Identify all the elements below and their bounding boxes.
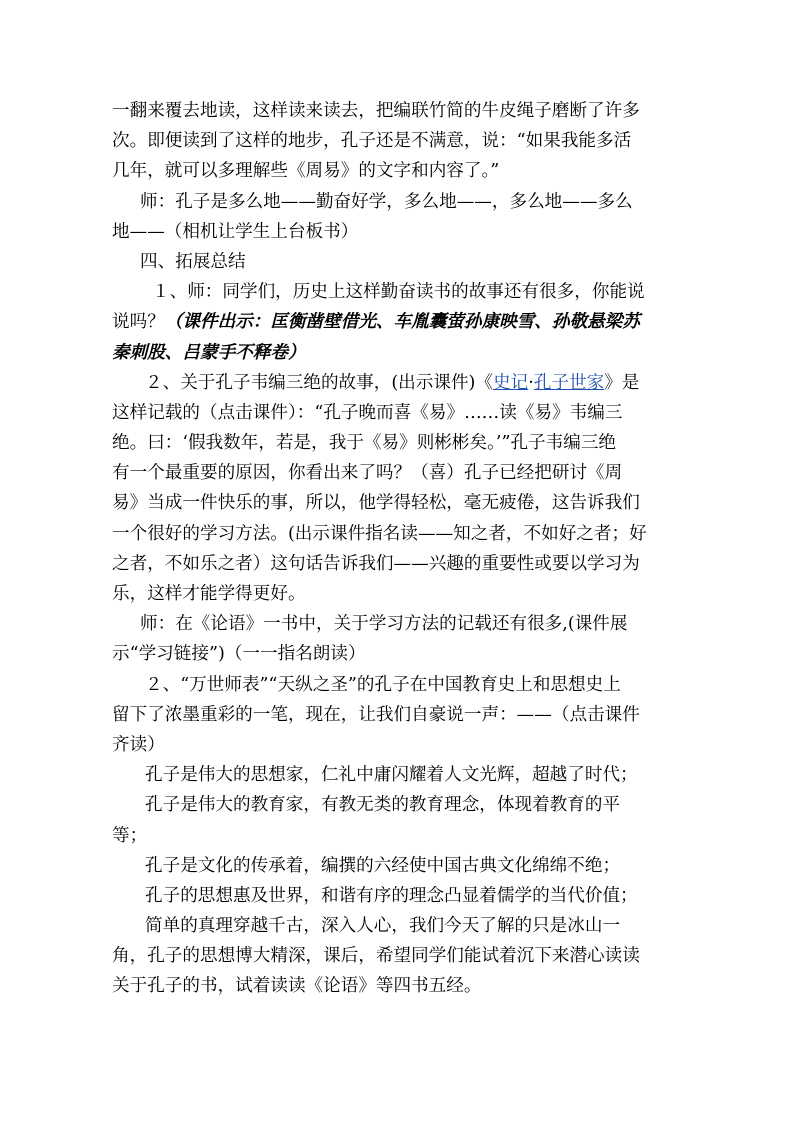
courseware-note: 秦刺股、吕蒙手不释卷）: [112, 341, 306, 363]
text-line: ２、“万世师表”“天纵之圣”的孔子在中国教育史上和思想史上: [145, 674, 621, 695]
courseware-note: （课件出示：匡衡凿壁借光、车胤囊萤孙康映雪、孙敬悬梁苏: [164, 311, 640, 333]
text-line: 留下了浓墨重彩的一笔，现在，让我们自豪说一声：——（点击课件: [112, 704, 640, 725]
text-span: ２、关于孔子韦编三绝的故事，(出示课件)《: [145, 372, 494, 393]
text-line: 齐读）: [112, 734, 165, 755]
text-line: 孔子的思想惠及世界，和谐有序的理念凸显着儒学的当代价值；: [145, 885, 638, 906]
text-line: 这样记载的（点击课件）：“孔子晚而喜《易》……读《易》韦编三: [112, 402, 623, 423]
section-heading: 四、拓展总结: [140, 251, 246, 272]
text-line: 乐，这样才能学得更好。: [112, 584, 306, 604]
text-line: 孔子是伟大的思想家，仁礼中庸闪耀着人文光辉，超越了时代；: [145, 765, 638, 786]
text-line: 简单的真理穿越千古，深入人心，我们今天了解的只是冰山一: [145, 916, 621, 937]
text-line: 师：在《论语》一书中，关于学习方法的记载还有很多,(课件展: [140, 614, 628, 635]
text-line: 一个很好的学习方法。(出示课件指名读——知之者，不如好之者；好: [112, 523, 647, 544]
text-line: 孔子是文化的传承着，编撰的六经使中国古典文化绵绵不绝；: [145, 855, 621, 876]
text-line: 次。即便读到了这样的地步，孔子还是不满意，说：“如果我能多活: [112, 131, 632, 152]
text-line: 等；: [112, 825, 148, 846]
text-line: 示“学习链接”)（一一指名朗读）: [112, 644, 366, 665]
text-span: 说吗？: [112, 312, 165, 333]
shiji-link[interactable]: 史记: [493, 372, 529, 393]
text-line: 师：孔子是多么地——勤奋好学，多么地——，多么地——多么: [140, 191, 633, 212]
text-line: 角，孔子的思想博大精深，课后，希望同学们能试着沉下来潜心读读: [112, 946, 640, 967]
document-body: [112, 96, 680, 1002]
text-line: 孔子是伟大的教育家，有教无类的教育理念，体现着教育的平: [145, 795, 621, 816]
text-span: 》是: [604, 372, 640, 393]
text-line: 几年，就可以多理解些《周易》的文字和内容了。”: [112, 161, 500, 182]
text-line: 绝。曰：‘假我数年，若是，我于《易》则彬彬矣。’”孔子韦编三绝: [112, 433, 617, 454]
text-line: 之者，不如乐之者）这句话告诉我们——兴趣的重要性或要以学习为: [112, 553, 640, 574]
text-line: [112, 368, 680, 398]
text-line: [112, 307, 680, 337]
text-line: 一翻来覆去地读，这样读来读去，把编联竹简的牛皮绳子磨断了许多: [112, 101, 640, 121]
text-line: １、师：同学们，历史上这样勤奋读书的故事还有很多，你能说: [152, 282, 645, 303]
text-line: 地——（相机让学生上台板书）: [112, 221, 359, 242]
text-span: ·: [528, 372, 534, 393]
text-line: 有一个最重要的原因，你看出来了吗？（喜）孔子已经把研讨《周: [112, 463, 623, 484]
kongzi-shijia-link[interactable]: 孔子世家: [533, 372, 605, 393]
text-line: 易》当成一件快乐的事，所以，他学得轻松，毫无疲倦，这告诉我们: [112, 493, 640, 514]
text-line: 关于孔子的书，试着读读《论语》等四书五经。: [112, 976, 482, 997]
